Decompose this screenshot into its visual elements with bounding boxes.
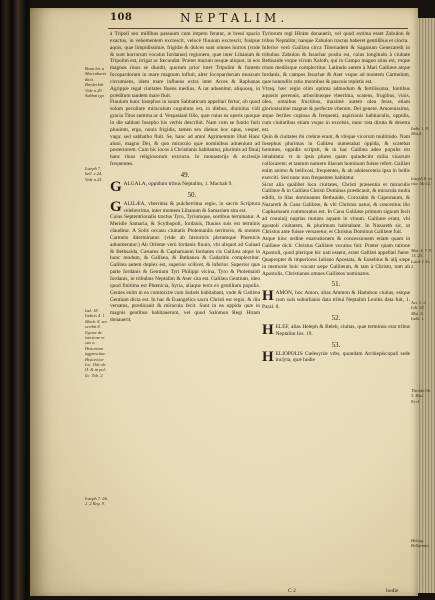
paragraph: Tyriorum regi Hiram donauerit, vel quod extima esset Zabulon & tribus Neptalim; nanque Zabulon tractus haberet gentilibus et cincta. xyxy=(262,31,410,44)
margin-note: Act. 1. 2. Ioh. 18. Mat. 5. Iudic 1. xyxy=(411,300,427,322)
drop-cap: H xyxy=(262,288,274,305)
section-entry xyxy=(262,321,410,338)
catchword: hodie xyxy=(386,588,399,594)
drop-cap: H xyxy=(262,348,274,365)
right-column xyxy=(262,31,410,364)
paragraph: Fluuium hunc Iosephus in suum Sabbaticum appellari fertur, ob quod solum peculiare miraculum cognitum est, in diebus, diuinitus vidi gracia Titus summa ac d. Vespasiani filio, quæ cuius ea operis quoque in die sabbati Iosepho his verbis describit. Nam cum se fundo furit pluuium, ergo, nouis frigidis, tamen sex diebus hoc opus, vesper, vaga: sed sabbatho fluit. Se, hanc ad amni Agrimentum illud Hanc aluni, magno Dei, & quo miraculo quæ nominibus adueniunt ad posteriorem. Cum hic iocos à Christianis habitantur, plurimis ad fluuij hanc riuos religiosorum extructa. In monasterijs & ecclesijs frequentes. xyxy=(110,99,260,168)
paragraph: à Tripoli sex millibus passuum cum impetu feratur, æ breui spacio exactus, in vehementem excrescit, velocê fluuium excrescit, fusipue aquis, quæ limpidissimæ, frigidæ & dulces sunt omnes horros (vnde & sunt horrorum vocatus Iordanus) regionem, quæ inter Libanum & Tripolim est, irrigat ac fœcundat. Præter murum resque aliquot, in eos magnos riuos se diuidit, quorum prior inter Tripolim & fontem Iocopardorum in mare magnum influit, alter Iocopardorum muscum circumiens, idem mare influens extra inter Arces & Raphanas Agrippæ regal ciuitates fluens medius, A rat aduenitur, aliquosq, in præditum tandem mare fluit. xyxy=(110,31,260,99)
section-entry xyxy=(262,290,410,311)
paragraph: Sicut alia qualibet loca ciuitates, Christi præsentia et miraculis Galilææ & in Galilæa Christi Dominus prædicauit, & miracula multa edidit, in illas dominantes Bethsaide, Corozaim & Capernaum, & Nazareth & Cana Galilææ, & vbi Christus natus, & concentus illo Capharnaum commoratus est. In Cana Galilææ primum signum fecit ad conuiuij nuptias mutans aquam in vinum. Galilææ erant, vbi apostoli ciuitatem, & plurimum habitabant. In Nazareth sic, ut Christus ante fuisse versaretur, et Christus Dominus Galilææ fuit. xyxy=(262,181,410,236)
entry-text: ELIOPOLIS Cœlesyriæ vrbs, quondam Archiepiscopali sede inclyta, quæ hodie xyxy=(275,350,410,364)
section-entry xyxy=(262,348,410,365)
margin-note: Iud. 18. Iudicis 4. 1 Mach. 8. ser. scribit 8. Egeste de interiore et suo n. Historiam aggrescitur. Historicae loc. Vide de II. & in pol. lic. Tob. 2. xyxy=(85,308,108,378)
entry-text: ALGALA, oppidum tribus Neptalim, 1. Machab 9. xyxy=(123,180,233,187)
section-number: 53. xyxy=(331,340,341,349)
margin-note: Ioseph 7. lib. 2. 2 Reg. 9. xyxy=(85,496,108,507)
running-head xyxy=(30,12,418,28)
book-page xyxy=(30,8,433,596)
paragraph: Inferior verò Galilæa circa Tiberiadem & Saganum Genezareth in tribubus Zabulon & Issachar posita est, cuius longitudo à ciuitate Bethsaide vsque vicum Xaloth, qui in Campo magno situs est, vsque trium mediisque complectitur. Latitudo autem à Mari Galilææ atque Iordanis, & campos Issachar & Aser vsque ad montem Carmelum, quæ nonnullis ratio montibus & pascuis repletis est. xyxy=(262,44,410,85)
margin-note: Heliog. Bellarmin. xyxy=(411,538,430,549)
section-number: 51. xyxy=(331,280,341,289)
margin-note: Bona hic a Maccabaeis dicit. Breslerbib. Vide n.29. Sabbat typ. xyxy=(85,66,107,99)
drop-cap: G xyxy=(110,198,122,215)
paragraph: Vtraq. hæc regio olim optima admodum & fertilissima, fontibus aquosis perennis, arboribusque vberrima, scatens, frugibus, vinis, oleo, omnibus fructibus, maximè autem olea feras, etiam gloriosissime magnæ & perfectæ vberum. Dei genere. Amoenissima, atque fertiles copiosa & frequenti, aspicionis habitaculis, oppidis, cum ciuitatibus etiam vsque in excelsis, nunc tota diruta & deserta est. xyxy=(262,85,410,133)
section-number: 50. xyxy=(187,190,197,199)
entry-text: ELEF, alias Heleph & Beleb, ciuitas, quæ terminus erat tribus Neptalim Ios. 19. xyxy=(275,323,410,337)
left-column xyxy=(110,31,260,324)
running-title: NEPTALIM. xyxy=(180,11,289,25)
drop-cap: G xyxy=(110,178,122,195)
margin-note: Mat. 4. 7. 9. 13. 25. Lucæ 1. Io. 2. xyxy=(411,248,433,270)
margin-note: Ioseph 8. in vita. Mi.12. xyxy=(411,176,432,187)
page-number: 108 xyxy=(110,12,133,23)
entry-text: ALILÆA, vberrima & pulcherrima regio, in sacris Scriptura celeberrima, inter montem Libanum & Samariam sita est. xyxy=(123,200,260,214)
drop-cap: H xyxy=(262,321,274,338)
section-number: 52. xyxy=(331,313,341,322)
paragraph: Atque hinc ordine enarrationem & concessionem etiam quam in Galilææ dicit. Christus Galilææ vocatus fuit. Præter quam ratione Apostoli, quod plerique hic nati essent, erant Galilæi appellati fuere. Quapropter & imperiores Iuliano Apostata, & Eusebius & alij sæpe in memorie huic vocant sæpe Galilæum, & tam à Christo, tum ab Apostolis, Christianos omnes Galilæos nominatos. xyxy=(262,236,410,277)
paragraph: Quin & ciuitates ibi crebræ erant, & vbique vicorum multitudo. Nam Iosephus plurimas in Galilæa numerabat oppida, & scatebat homines, oppidis scripsit, & in hac Galilæa adeo populis est inhabitata: vt in ipsis plures quam quindecim milia viuorum collocarent; et tantum numero illarum hominum fuisse refert. Galilæi enim animo & bellicosi, frequentes, & ab adolescentia ipsa in bellis exerciti. Sed nunc non frequentes habitatur. xyxy=(262,133,410,181)
section-entry xyxy=(110,198,260,215)
entry-text: AMON, hoc Amon, alias Ammon & Hammon ciuitas, estque cum suis suburbanis data tribui Neptalim Leuitis data fuit, 1. Paral. 6. xyxy=(262,290,410,311)
header-rule xyxy=(108,28,408,29)
book-binding xyxy=(0,0,32,600)
margin-note: Iudic 1. 8. Mat.4. xyxy=(411,126,429,137)
margin-note: Ioseph 7. bell. c.24. Vide n.25. xyxy=(85,166,103,182)
section-number: 49. xyxy=(180,170,190,179)
paragraph: Cuius Septentrionalis tractus Tyro, Tyriumque, sortibus terminatur. A Meridie Samaria, & Scythopoli, Iordanis, fluuius suis est terminis clauditur. A Solis occasu ciuitatis Ptolemaidis territorio, & montes Carmelo diterminatur. (vide ab historicis plerumque Phœnicis adnumeratur.) Ab Oriente verò Iordanis fluuio, vbi aliquot ad Galaad & Bethsaida, Cæsarea & Capharnaum Iordanes cis Galilæa atque in hunc modum, & Galilæa, & Bathanea & Gadaritis complectitur. Galilæa autem duplex est, superior scilicet, & inferior. Superior quæ parte Iordanis & Gentium Tyri Philippi vicina, Tyro & Ptolemaidi Iordanis, in tribubus Neptalim & Aser sita est. Galilæa Gentium, ideo quod finitima est Phœnicia, Syria, aliaque terra ex gentilium populis. Gentes enim in ea commixtæ cum Iudæis habitabant, vnde & Galilæa Gentium dicta est. In hac & Euangelica sacra Christi est regio, & diu versatus, prædicauit & miracula fecit. Sunt in ea oppida quæ in magnis gentibus habitauerunt, vel quod Salomon Regi Hiram donauerit. xyxy=(110,214,260,324)
signature-mark: C 2 xyxy=(288,588,296,594)
margin-note: Theodo lib. 3. Hist. Eccl. xyxy=(411,388,432,404)
